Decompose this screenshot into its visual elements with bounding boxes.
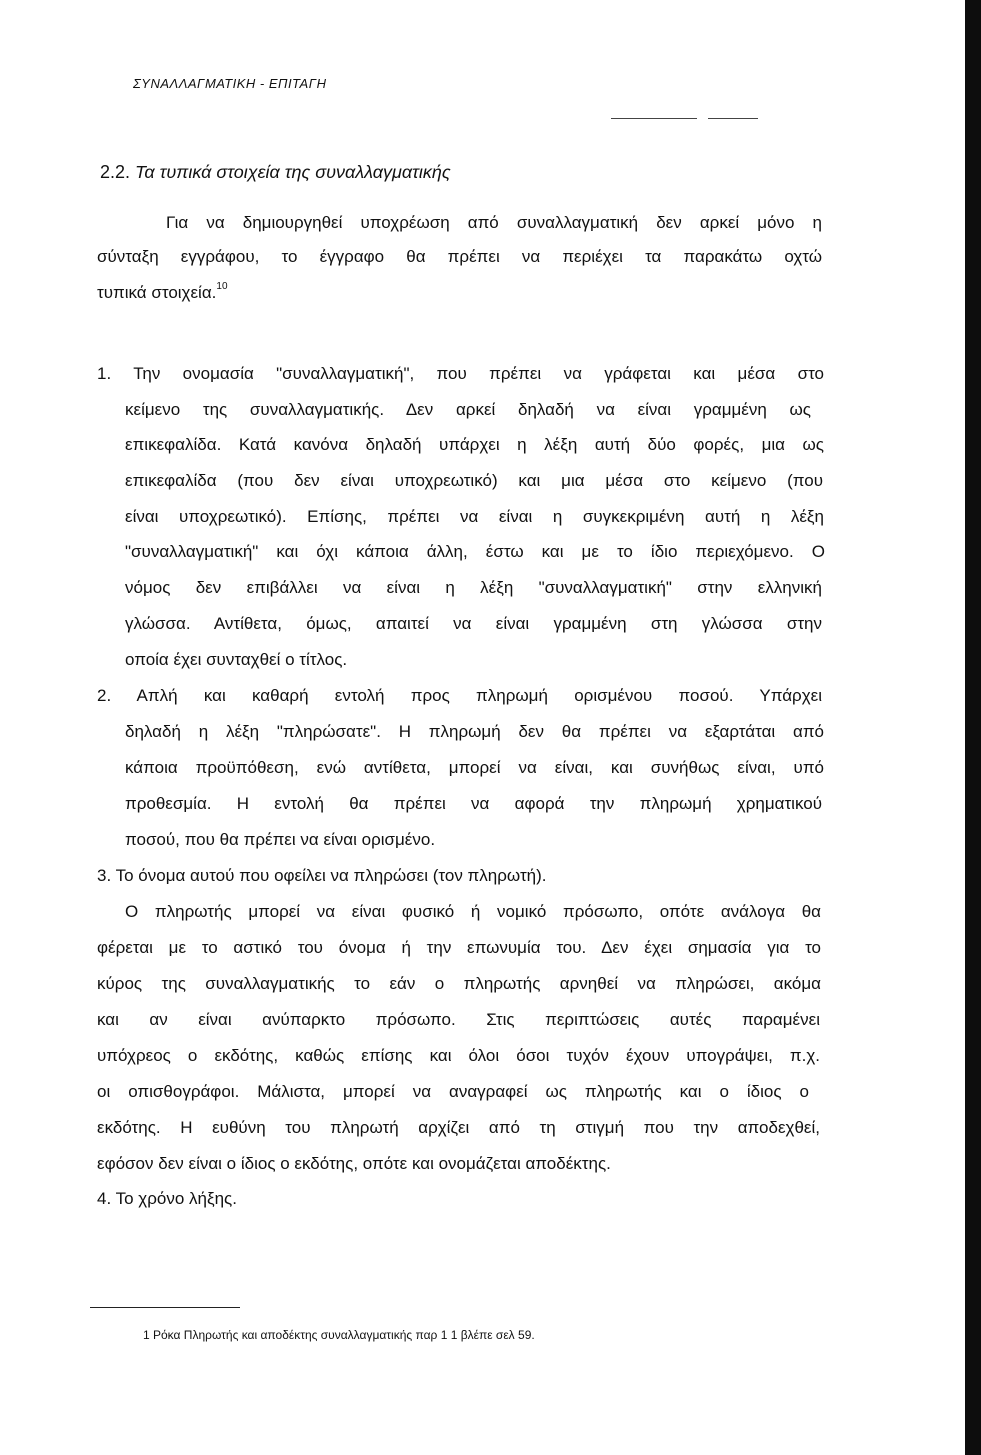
list-item-line: γλώσσα. Αντίθετα, όμως, απαιτεί να είναι γραμμένη στη γλώσσα στην [125, 614, 822, 633]
list-item-line: υπόχρεος ο εκδότης, καθώς επίσης και όλοι όσοι τυχόν έχουν υπογράψει, π.χ. [97, 1046, 820, 1065]
running-header: ΣΥΝΑΛΛΑΓΜΑΤΙΚΗ - ΕΠΙΤΑΓΗ [133, 76, 327, 91]
list-item-line: φέρεται με το αστικό του όνομα ή την επωνυμία του. Δεν έχει σημασία για το [97, 938, 821, 957]
list-item-line: 4. Το χρόνο λήξης. [97, 1189, 237, 1208]
paragraph-line: Για να δημιουργηθεί υποχρέωση από συναλλαγματική δεν αρκεί μόνο η [166, 213, 822, 232]
list-item-line: κείμενο της συναλλαγματικής. Δεν αρκεί δηλαδή να είναι γραμμένη ως [125, 400, 811, 419]
header-rule [708, 118, 758, 119]
list-item-line: δηλαδή η λέξη "πληρώσατε". Η πληρωμή δεν θα πρέπει να εξαρτάται από [125, 722, 824, 741]
list-item-line: Ο πληρωτής μπορεί να είναι φυσικό ή νομικό πρόσωπο, οπότε ανάλογα θα [125, 902, 821, 921]
footnote-rule [90, 1307, 240, 1308]
section-title: Τα τυπικά στοιχεία της συναλλαγματικής [135, 162, 451, 182]
list-item-line: 3. Το όνομα αυτού που οφείλει να πληρώσει (τον πληρωτή). [97, 866, 547, 885]
footnote-ref: 10 [216, 281, 228, 292]
list-item-line: 2. Απλή και καθαρή εντολή προς πληρωμή ορισμένου ποσού. Υπάρχει [97, 686, 822, 705]
list-item-line: ποσού, που θα πρέπει να είναι ορισμένο. [125, 830, 436, 849]
list-item-line: νόμος δεν επιβάλλει να είναι η λέξη "συναλλαγματική" στην ελληνική [125, 578, 822, 597]
list-item-line: εκδότης. Η ευθύνη του πληρωτή αρχίζει από τη στιγμή που την αποδεχθεί, [97, 1118, 820, 1137]
list-item-line: επικεφαλίδα. Κατά κανόνα δηλαδή υπάρχει η λέξη αυτή δύο φορές, μια ως [125, 435, 824, 454]
list-item-line: κάποια προϋπόθεση, ενώ αντίθετα, μπορεί να είναι, και συνήθως είναι, υπό [125, 758, 824, 777]
section-heading [100, 162, 451, 183]
paragraph-line: σύνταξη εγγράφου, το έγγραφο θα πρέπει να περιέχει τα παρακάτω οχτώ [97, 247, 822, 266]
list-item-line: οι οπισθογράφοι. Μάλιστα, μπορεί να αναγραφεί ως πληρωτής και ο ίδιος ο [97, 1082, 809, 1101]
list-item-line: εφόσον δεν είναι ο ίδιος ο εκδότης, οπότε και ονομάζεται αποδέκτης. [97, 1154, 611, 1173]
list-item-line: και αν είναι ανύπαρκτο πρόσωπο. Στις περιπτώσεις αυτές παραμένει [97, 1010, 820, 1029]
page-edge-shadow [965, 0, 981, 1455]
list-item-line: κύρος της συναλλαγματικής το εάν ο πληρωτής αρνηθεί να πληρώσει, ακόμα [97, 974, 821, 993]
list-item-line: προθεσμία. Η εντολή θα πρέπει να αφορά την πληρωμή χρηματικού [125, 794, 822, 813]
list-item-line: επικεφαλίδα (που δεν είναι υποχρεωτικό) και μια μέσα στο κείμενο (που [125, 471, 823, 490]
paragraph-line: τυπικά στοιχεία.$^{10}$ [97, 281, 228, 302]
footnote: 1 Ρόκα Πληρωτής και αποδέκτης συναλλαγματικής παρ 1 1 βλέπε σελ 59. [143, 1328, 535, 1342]
list-item-line: 1. Την ονομασία "συναλλαγματική", που πρέπει να γράφεται και μέσα στο [97, 364, 824, 383]
list-item-line: οποία έχει συνταχθεί ο τίτλος. [125, 650, 348, 669]
list-item-line: "συναλλαγματική" και όχι κάποια άλλη, έστω και με το ίδιο περιεχόμενο. Ο [125, 542, 825, 561]
section-number: 2.2. [100, 162, 131, 182]
list-item-line: είναι υποχρεωτικό). Επίσης, πρέπει να είναι η συγκεκριμένη αυτή η λέξη [125, 507, 824, 526]
header-rule [611, 118, 697, 119]
